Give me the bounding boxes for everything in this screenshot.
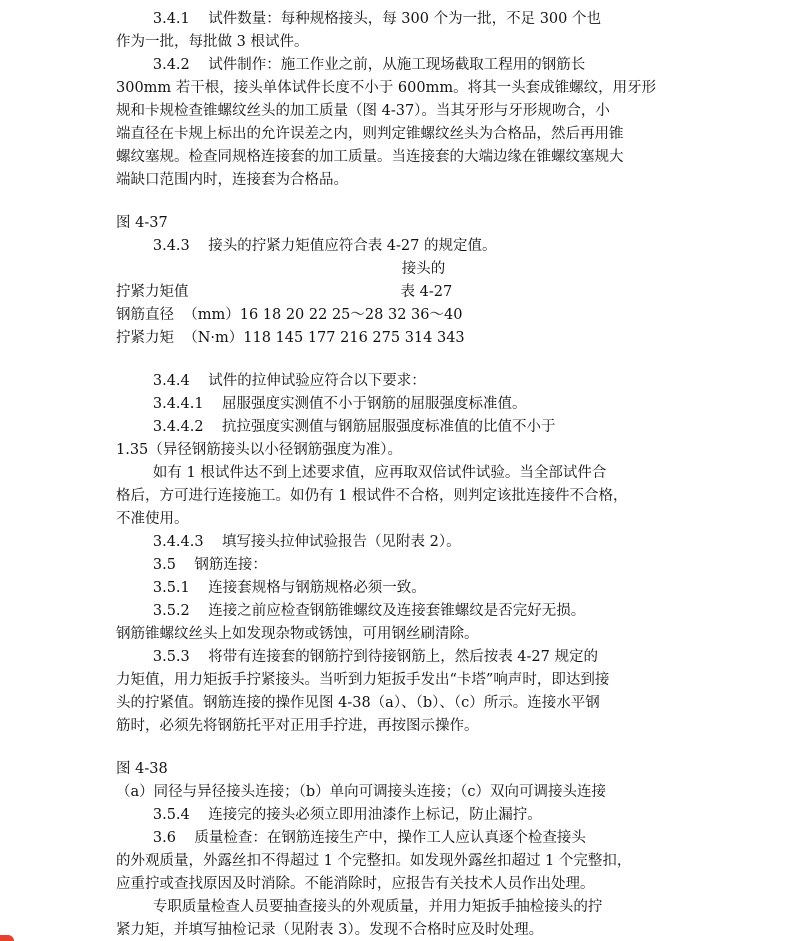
text-line: 3.4.4.3 填写接头拉伸试验报告（见附表 2）。 <box>116 534 461 550</box>
text-line: 螺纹塞规。检查同规格连接套的加工质量。当连接套的大端边缘在锥螺纹塞规大 <box>116 149 624 165</box>
text-line: 接头的 <box>116 261 446 277</box>
text-line: 格后，方可进行连接施工。如仍有 1 根试件不合格，则判定该批连接件不合格， <box>116 488 628 504</box>
text-line: 3.4.1 试件数量：每种规格接头，每 300 个为一批，不足 300 个也 <box>116 11 601 27</box>
text-line: 图 4-37 <box>116 215 168 231</box>
corner-mark-icon <box>0 935 14 941</box>
text-line: 3.4.2 试件制作：施工作业之前，从施工现场截取工程用的钢筋长 <box>116 57 586 73</box>
text-line: 的外观质量，外露丝扣不得超过 1 个完整扣。如发现外露丝扣超过 1 个完整扣， <box>116 853 632 869</box>
text-line: 力矩值，用力矩扳手拧紧接头。当听到力矩扳手发出“卡塔”响声时，即达到接 <box>116 672 610 688</box>
text-line: 1.35（异径钢筋接头以小径钢筋强度为准）。 <box>116 442 403 458</box>
text-line: 3.5.1 连接套规格与钢筋规格必须一致。 <box>116 580 426 596</box>
text-line: 3.4.4.2 抗拉强度实测值与钢筋屈服强度标准值的比值不小于 <box>116 419 556 435</box>
text-line: 不准使用。 <box>116 511 189 527</box>
text-line: 3.4.4.1 屈服强度实测值不小于钢筋的屈服强度标准值。 <box>116 396 527 412</box>
text-line: 紧力矩，并填写抽检记录（见附表 3）。发现不合格时应及时处理。 <box>116 922 544 938</box>
text-line: 图 4-38 <box>116 761 168 777</box>
text-line: 如有 1 根试件达不到上述要求值，应再取双倍试件试验。当全部试件合 <box>116 465 607 481</box>
text-line: 端直径在卡规上标出的允许误差之内，则判定锥螺纹丝头为合格品，然后再用锥 <box>116 126 624 142</box>
text-line: 钢筋直径 （mm）16 18 20 22 25～28 32 36～40 <box>116 307 463 323</box>
text-line: 应重拧或查找原因及时消除。不能消除时，应报告有关技术人员作出处理。 <box>116 876 595 892</box>
text-line: 端缺口范围内时，连接套为合格品。 <box>116 172 348 188</box>
text-line: 3.4.4 试件的拉伸试验应符合以下要求： <box>116 373 426 389</box>
text-line: 专职质量检查人员要抽查接头的外观质量，并用力矩扳手抽检接头的拧 <box>116 899 603 915</box>
text-line: （a）同径与异径接头连接；（b）单向可调接头连接；（c）双向可调接头连接 <box>116 784 607 800</box>
text-line: 3.5.2 连接之前应检查钢筋锥螺纹及连接套锥螺纹是否完好无损。 <box>116 603 586 619</box>
text-line: 钢筋锥螺纹丝头上如发现杂物或锈蚀，可用钢丝刷清除。 <box>116 626 479 642</box>
text-line: 3.5.4 连接完的接头必须立即用油漆作上标记，防止漏拧。 <box>116 807 542 823</box>
text-line: 作为一批，每批做 3 根试件。 <box>116 34 309 50</box>
text-line: 3.4.3 接头的拧紧力矩值应符合表 4-27 的规定值。 <box>116 238 497 254</box>
text-line: 筋时，必须先将钢筋托平对正用手拧进，再按图示操作。 <box>116 718 479 734</box>
text-line: 300mm 若干根，接头单体试件长度不小于 600mm。将其一头套成锥螺纹，用牙形 <box>116 80 657 96</box>
text-line: 3.5 钢筋连接： <box>116 557 267 573</box>
text-line: 3.5.3 将带有连接套的钢筋拧到待接钢筋上，然后按表 4-27 规定的 <box>116 649 598 665</box>
text-line: 3.6 质量检查：在钢筋连接生产中，操作工人应认真逐个检查接头 <box>116 830 586 846</box>
text-line: 规和卡规检查锥螺纹丝头的加工质量（图 4-37）。当其牙形与牙形规吻合，小 <box>116 103 610 119</box>
text-line: 拧紧力矩 （N·m）118 145 177 216 275 314 343 <box>116 330 465 346</box>
text-line: 拧紧力矩值 表 4-27 <box>116 284 453 300</box>
text-line: 头的拧紧值。钢筋连接的操作见图 4-38（a）、（b）、（c）所示。连接水平钢 <box>116 695 600 711</box>
